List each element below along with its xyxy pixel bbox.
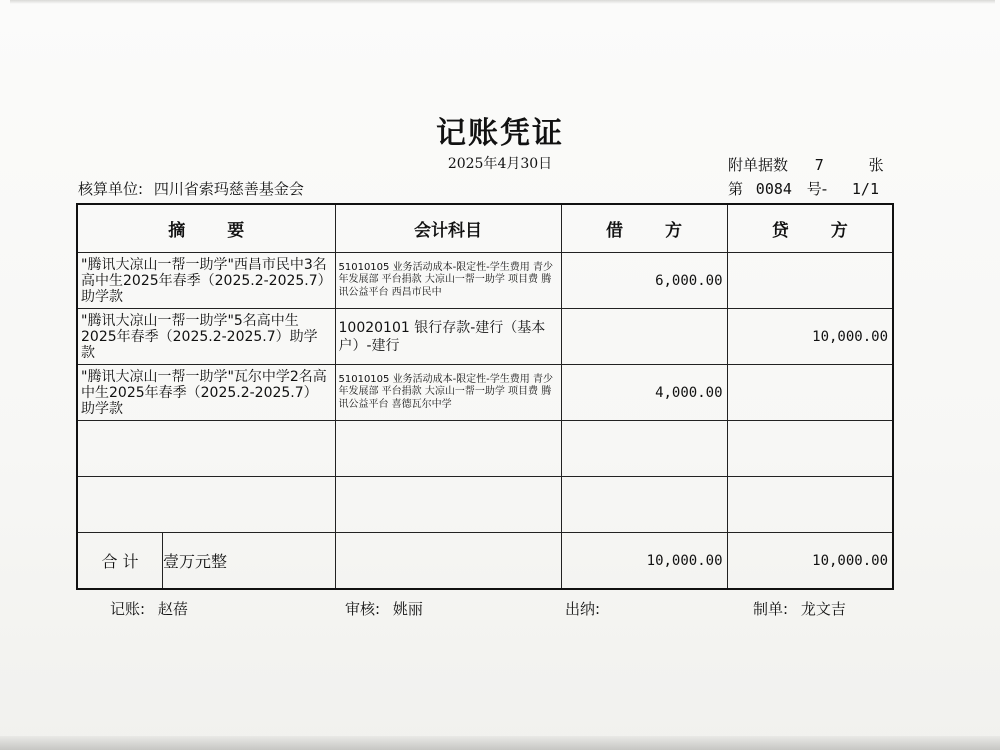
cashier-label: 出纳: [565,600,601,618]
empty-cell [561,421,727,477]
attachment-unit: 张 [868,156,884,174]
row-account: 10020101 银行存款-建行（基本户）-建行 [335,309,561,365]
empty-cell [77,421,335,477]
col-account: 会计科目 [335,204,561,253]
reviewer-name: 姚丽 [392,600,423,618]
total-row [77,533,893,589]
empty-row [77,477,893,533]
row-summary: "腾讯大凉山一帮一助学"5名高中生2025年春季（2025.2-2025.7）助学款 [77,309,335,365]
voucher-no-page: 1/1 [851,180,879,198]
empty-cell [335,477,561,533]
table-row [77,253,893,309]
empty-cell [727,421,893,477]
total-credit: 10,000.00 [727,533,893,589]
voucher-title: 记账凭证 [436,116,564,151]
preparer-name: 龙文吉 [800,600,846,618]
empty-cell [77,477,335,533]
accounting-unit [78,178,304,199]
row-debit: 6,000.00 [561,253,727,309]
row-credit: 10,000.00 [727,309,893,365]
row-account: 51010105 业务活动成本-限定性-学生费用 青少年发展部 平台捐款 大凉山一帮一助学 项目费 腾讯公益平台 西昌市民中 [335,253,561,309]
signature-preparer [753,598,846,619]
row-debit [561,309,727,365]
voucher-no-suffix: 号- [806,180,828,198]
table-row [77,365,893,421]
voucher-no-prefix: 第 [728,180,744,198]
preparer-label: 制单: [753,600,789,618]
signature-reviewer [345,598,423,619]
row-debit: 4,000.00 [561,365,727,421]
bookkeeper-name: 赵蓓 [157,600,188,618]
attachment-number: 7 [814,156,824,174]
signature-bookkeeper [110,598,188,619]
scan-edge-bottom [0,736,1000,750]
total-capital: 壹万元整 [163,552,228,572]
empty-cell [561,477,727,533]
table-row [77,309,893,365]
bookkeeper-label: 记账: [110,600,146,618]
attachment-label: 附单据数 [728,156,789,174]
table-header-row [77,204,893,253]
unit-label: 核算单位: [78,180,144,198]
voucher-number [728,178,879,199]
row-summary: "腾讯大凉山一帮一助学"瓦尔中学2名高中生2025年春季（2025.2-2025.7）助学款 [77,365,335,421]
voucher-no-number: 0084 [755,180,792,198]
col-summary: 摘 要 [77,204,335,253]
row-summary: "腾讯大凉山一帮一助学"西昌市民中3名高中生2025年春季（2025.2-2025.7）助学款 [77,253,335,309]
empty-cell [727,477,893,533]
col-credit: 贷 方 [727,204,893,253]
row-account: 51010105 业务活动成本-限定性-学生费用 青少年发展部 平台捐款 大凉山一帮一助学 项目费 腾讯公益平台 喜德瓦尔中学 [335,365,561,421]
row-credit [727,365,893,421]
reviewer-label: 审核: [345,600,381,618]
voucher-date: 2025年4月30日 [447,156,553,172]
total-debit: 10,000.00 [561,533,727,589]
unit-name: 四川省索玛慈善基金会 [153,180,304,198]
signature-cashier [565,598,608,619]
voucher-table [76,203,894,590]
empty-row [77,421,893,477]
total-label-cell [77,533,335,589]
total-label: 合 计 [78,533,163,588]
col-debit: 借 方 [561,204,727,253]
total-account-cell [335,533,561,589]
attachment-count [728,154,884,175]
row-credit [727,253,893,309]
empty-cell [335,421,561,477]
scan-edge-top [10,0,995,4]
